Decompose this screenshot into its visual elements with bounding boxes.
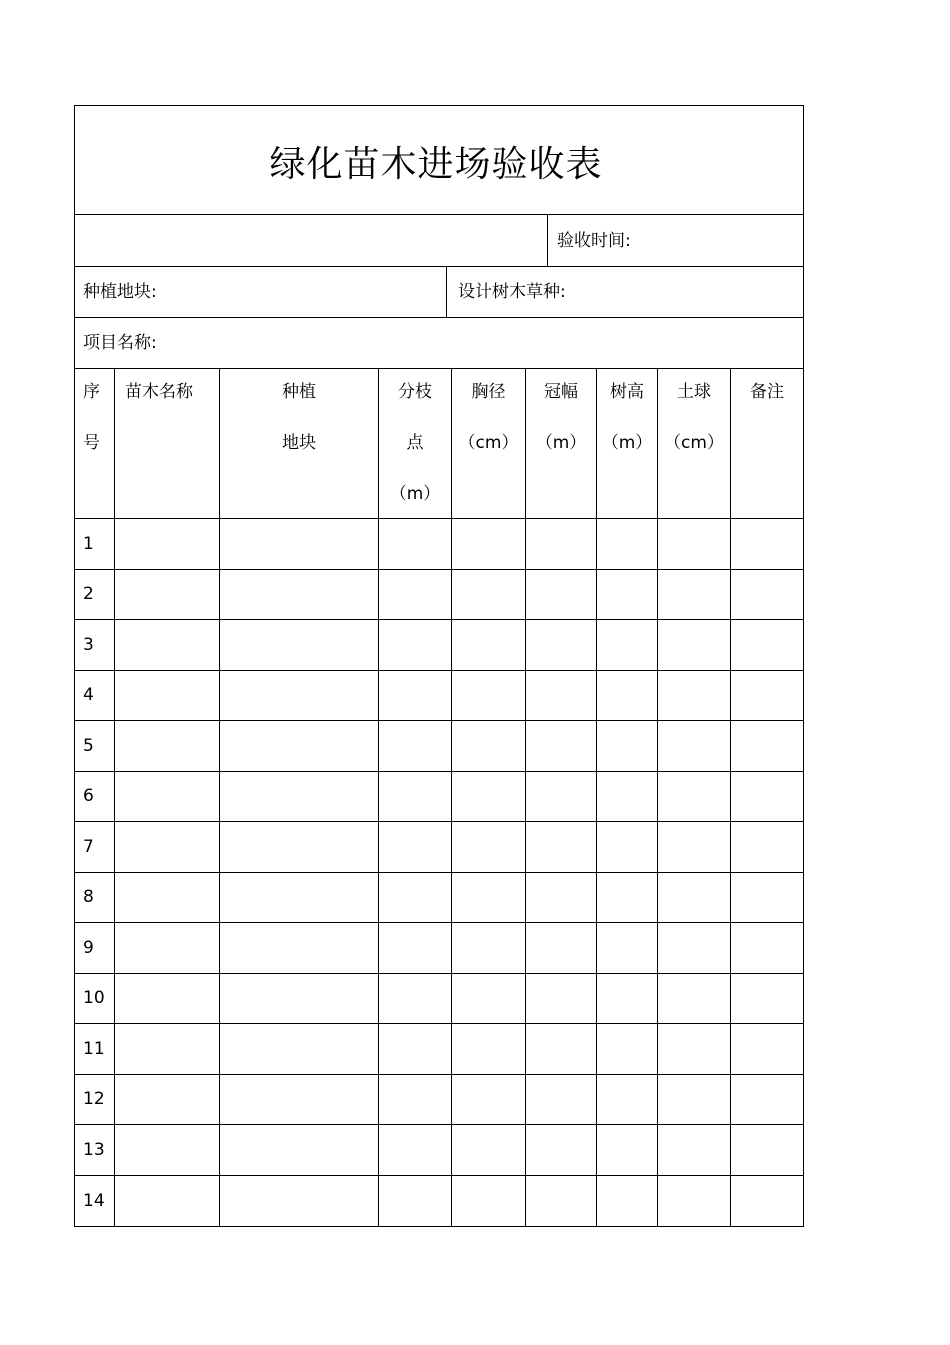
height-cell[interactable] [597,923,658,973]
planting-plot-cell[interactable] [220,1075,379,1125]
seedling-name-cell[interactable] [115,974,220,1024]
crown-cell[interactable] [526,974,597,1024]
seq-cell [75,1024,115,1074]
soil-ball-cell[interactable] [658,721,731,771]
crown-cell[interactable] [526,772,597,822]
crown-cell[interactable] [526,1176,597,1227]
row-number: 7 [83,836,94,857]
row-number: 14 [83,1190,105,1211]
seq-cell [75,671,115,721]
crown-cell[interactable] [526,1024,597,1074]
soil-ball-cell[interactable] [658,519,731,569]
height-cell[interactable] [597,873,658,923]
crown-cell[interactable] [526,1075,597,1125]
row-number: 11 [83,1038,105,1059]
form-title: 绿化苗木进场验收表 [269,143,603,185]
seq-cell [75,873,115,923]
seq-cell [75,923,115,973]
remarks-cell[interactable] [731,822,803,872]
planting-plot-cell[interactable] [220,620,379,670]
soil-ball-cell[interactable] [658,772,731,822]
planting-plot-cell[interactable] [220,570,379,620]
planting-plot-cell[interactable] [220,923,379,973]
planting-plot-label: 种植地块: [83,282,157,302]
soil-ball-cell[interactable] [658,1075,731,1125]
seedling-name-cell[interactable] [115,873,220,923]
height-cell[interactable] [597,1176,658,1227]
remarks-cell[interactable] [731,671,803,721]
table-row [75,570,803,621]
table-row [75,974,803,1025]
row-number: 3 [83,634,94,655]
branch-point-cell[interactable] [379,671,452,721]
seedling-name-cell[interactable] [115,570,220,620]
height-cell[interactable] [597,620,658,670]
dbh-cell[interactable] [452,519,526,569]
header-planting-plot: 种植 地块 [220,369,379,518]
seedling-name-cell[interactable] [115,923,220,973]
dbh-cell[interactable] [452,620,526,670]
planting-plot-cell[interactable] [220,873,379,923]
row-number: 5 [83,735,94,756]
branch-point-cell[interactable] [379,974,452,1024]
remarks-cell[interactable] [731,772,803,822]
planting-plot-cell[interactable] [220,822,379,872]
table-body [75,519,803,1226]
height-cell[interactable] [597,519,658,569]
branch-point-cell[interactable] [379,772,452,822]
seedling-name-cell[interactable] [115,822,220,872]
meta-row-plot [75,267,803,318]
dbh-cell[interactable] [452,721,526,771]
table-row [75,1176,803,1227]
soil-ball-cell[interactable] [658,923,731,973]
dbh-cell[interactable] [452,1075,526,1125]
soil-ball-cell[interactable] [658,873,731,923]
title-row [75,106,803,215]
soil-ball-cell[interactable] [658,620,731,670]
project-name-field[interactable] [75,318,803,368]
branch-point-cell[interactable] [379,873,452,923]
blank-field[interactable] [75,215,548,266]
row-number: 6 [83,786,94,807]
meta-row-project [75,318,803,369]
design-species-field[interactable] [447,267,803,317]
row-number: 4 [83,685,94,706]
branch-point-cell[interactable] [379,1125,452,1175]
table-row [75,873,803,924]
seedling-name-cell[interactable] [115,1024,220,1074]
remarks-cell[interactable] [731,1176,803,1227]
branch-point-cell[interactable] [379,620,452,670]
seq-cell [75,1125,115,1175]
table-row [75,772,803,823]
table-row [75,923,803,974]
height-cell[interactable] [597,1024,658,1074]
soil-ball-cell[interactable] [658,1176,731,1227]
height-cell[interactable] [597,772,658,822]
table-row [75,721,803,772]
row-number: 9 [83,937,94,958]
soil-ball-cell[interactable] [658,671,731,721]
crown-cell[interactable] [526,519,597,569]
planting-plot-cell[interactable] [220,772,379,822]
header-remarks: 备注 [750,382,784,402]
dbh-cell[interactable] [452,822,526,872]
crown-cell[interactable] [526,570,597,620]
header-seedling-name: 苗木名称 [115,369,220,518]
header-height: 树高 （m） [597,369,658,518]
remarks-cell[interactable] [731,519,803,569]
height-cell[interactable] [597,1125,658,1175]
planting-plot-cell[interactable] [220,721,379,771]
dbh-cell[interactable] [452,974,526,1024]
acceptance-time-label: 验收时间: [557,230,631,251]
table-row [75,1024,803,1075]
dbh-cell[interactable] [452,772,526,822]
table-row [75,620,803,671]
height-cell[interactable] [597,1075,658,1125]
planting-plot-cell[interactable] [220,1024,379,1074]
crown-cell[interactable] [526,822,597,872]
soil-ball-cell[interactable] [658,1024,731,1074]
seq-cell [75,620,115,670]
soil-ball-cell[interactable] [658,570,731,620]
seedling-name-cell[interactable] [115,772,220,822]
dbh-cell[interactable] [452,570,526,620]
seq-cell [75,1176,115,1227]
branch-point-cell[interactable] [379,822,452,872]
header-branch-point: 分枝 点 （m） [379,369,452,518]
acceptance-form [74,105,804,1227]
remarks-cell[interactable] [731,1125,803,1175]
crown-cell[interactable] [526,620,597,670]
branch-point-cell[interactable] [379,570,452,620]
planting-plot-cell[interactable] [220,519,379,569]
header-soil-ball: 土球 （cm） [658,369,731,518]
seq-cell [75,570,115,620]
planting-plot-field[interactable] [75,267,447,317]
seq-cell [75,822,115,872]
crown-cell[interactable] [526,671,597,721]
branch-point-cell[interactable] [379,923,452,973]
seedling-name-cell[interactable] [115,1176,220,1227]
header-crown: 冠幅 （m） [526,369,597,518]
row-number: 12 [83,1089,105,1110]
dbh-cell[interactable] [452,1024,526,1074]
design-species-label: 设计树木草种: [458,282,566,302]
row-number: 1 [83,533,94,554]
remarks-cell[interactable] [731,1075,803,1125]
height-cell[interactable] [597,822,658,872]
planting-plot-cell[interactable] [220,974,379,1024]
acceptance-time-field[interactable] [548,215,803,266]
meta-row-time [75,215,803,267]
planting-plot-cell[interactable] [220,1125,379,1175]
height-cell[interactable] [597,671,658,721]
seq-cell [75,1075,115,1125]
branch-point-cell[interactable] [379,1024,452,1074]
seq-cell [75,721,115,771]
height-cell[interactable] [597,570,658,620]
seedling-name-cell[interactable] [115,1075,220,1125]
soil-ball-cell[interactable] [658,974,731,1024]
seedling-name-cell[interactable] [115,620,220,670]
remarks-cell[interactable] [731,873,803,923]
remarks-cell[interactable] [731,1024,803,1074]
header-dbh: 胸径 （cm） [452,369,526,518]
soil-ball-cell[interactable] [658,822,731,872]
row-number: 8 [83,887,94,908]
remarks-cell[interactable] [731,721,803,771]
remarks-cell[interactable] [731,923,803,973]
planting-plot-cell[interactable] [220,671,379,721]
crown-cell[interactable] [526,1125,597,1175]
branch-point-cell[interactable] [379,519,452,569]
header-seq: 序 号 [75,369,115,518]
table-row [75,1075,803,1126]
crown-cell[interactable] [526,873,597,923]
seq-cell [75,519,115,569]
height-cell[interactable] [597,974,658,1024]
seedling-name-cell[interactable] [115,519,220,569]
crown-cell[interactable] [526,721,597,771]
seedling-name-cell[interactable] [115,1125,220,1175]
dbh-cell[interactable] [452,671,526,721]
row-number: 10 [83,988,105,1009]
height-cell[interactable] [597,721,658,771]
row-number: 13 [83,1139,105,1160]
project-name-label: 项目名称: [83,333,157,353]
seedling-name-cell[interactable] [115,671,220,721]
seq-cell [75,974,115,1024]
dbh-cell[interactable] [452,873,526,923]
table-row [75,822,803,873]
branch-point-cell[interactable] [379,721,452,771]
remarks-cell[interactable] [731,974,803,1024]
table-row [75,519,803,570]
remarks-cell[interactable] [731,570,803,620]
dbh-cell[interactable] [452,923,526,973]
table-row [75,671,803,722]
soil-ball-cell[interactable] [658,1125,731,1175]
table-row [75,1125,803,1176]
seedling-name-cell[interactable] [115,721,220,771]
seq-cell [75,772,115,822]
crown-cell[interactable] [526,923,597,973]
planting-plot-cell[interactable] [220,1176,379,1227]
branch-point-cell[interactable] [379,1176,452,1227]
remarks-cell[interactable] [731,620,803,670]
branch-point-cell[interactable] [379,1075,452,1125]
dbh-cell[interactable] [452,1125,526,1175]
row-number: 2 [83,584,94,605]
table-header-row [75,369,803,519]
dbh-cell[interactable] [452,1176,526,1227]
